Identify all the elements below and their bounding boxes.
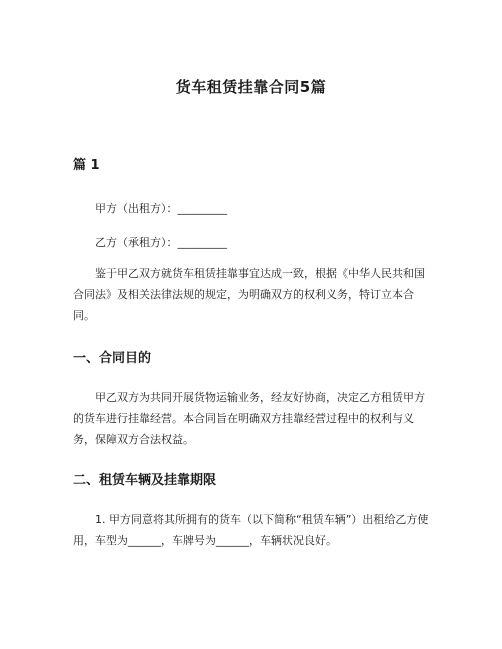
section-heading-vehicle-term: 二、租赁车辆及挂靠期限 <box>73 473 217 488</box>
section-body-vehicle-term: 1. 甲方同意将其所拥有的货车（以下简称“租赁车辆”）出租给乙方使用，车型为______，车牌号为______，车辆状况良好。 <box>73 513 429 547</box>
part-title: 篇 1 <box>73 158 100 173</box>
party-b-line: 乙方（承租方）：_________ <box>95 236 227 249</box>
section-heading-purpose: 一、合同目的 <box>73 351 152 366</box>
party-a-line: 甲方（出租方）：_________ <box>95 202 227 215</box>
document-title: 货车租赁挂靠合同5篇 <box>175 78 327 96</box>
section-body-purpose: 甲乙双方为共同开展货物运输业务，经友好协商，决定乙方租赁甲方的货车进行挂靠经营。本合同旨在明确双方挂靠经营过程中的权利与义务，保障双方合法权益。 <box>73 391 425 446</box>
preamble-paragraph: 鉴于甲乙双方就货车租赁挂靠事宜达成一致，根据《中华人民共和国合同法》及相关法律法规的规定，为明确双方的权利义务，特订立本合同。 <box>73 267 425 322</box>
